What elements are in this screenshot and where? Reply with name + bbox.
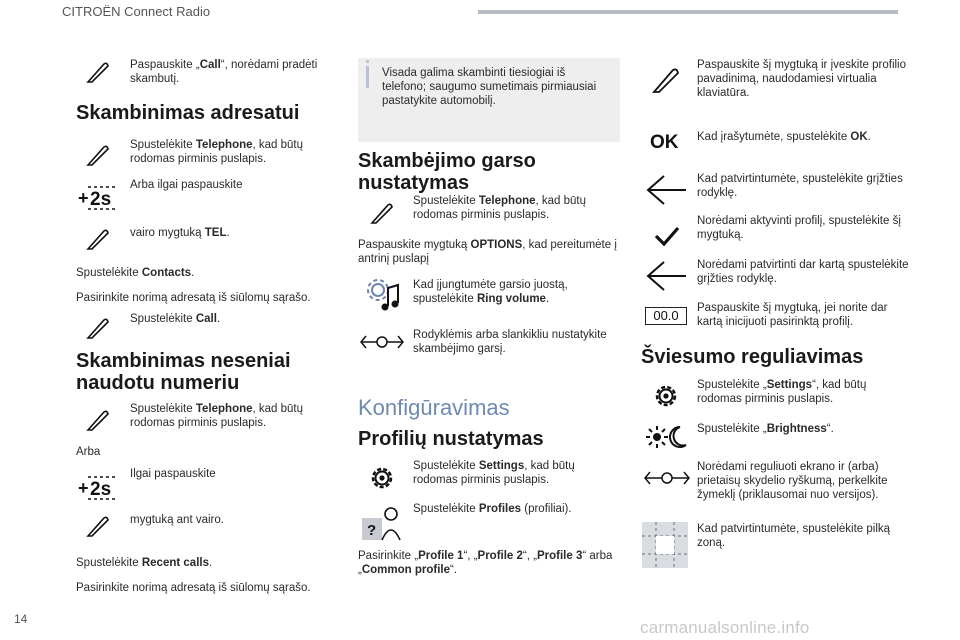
text-a3: vairo mygtuką TEL. — [130, 227, 230, 239]
text-c1: Spustelėkite Telephone, kad būtų rodomas pirminis puslapis. — [413, 195, 587, 221]
svg-text:+: + — [78, 188, 89, 208]
slider-icon — [644, 468, 690, 488]
pencil-icon — [86, 408, 110, 432]
pencil-icon — [86, 514, 110, 538]
text-e4: Norėdami aktyvinti profilį, spustelėkite šį mygtuką. — [697, 215, 901, 241]
pencil-icon — [86, 316, 110, 340]
text-c4: Rodyklėmis arba slankikliu nustatykite skambėjimo garsį. — [413, 329, 607, 355]
text-d1: Spustelėkite Settings, kad būtų rodomas pirminis puslapis. — [413, 460, 575, 486]
text-e2: Kad įrašytumėte, spustelėkite OK. — [697, 131, 871, 143]
text-f1: Spustelėkite „Settings“, kad būtų rodomas pirminis puslapis. — [697, 379, 867, 405]
reset-label: 00.0 — [653, 308, 679, 323]
steering-2s-label: 2s — [90, 189, 112, 210]
text-a6: Spustelėkite Call. — [130, 313, 221, 325]
text-a2: Arba ilgai paspauskite — [130, 179, 243, 191]
ok-icon: OK — [650, 132, 679, 153]
pencil-icon — [86, 143, 110, 167]
heading-konfiguravimas: Konfigūravimas — [358, 395, 510, 420]
text-b6: Pasirinkite norimą adresatą iš siūlomų sąrašo. — [76, 582, 311, 594]
settings-gear-icon — [368, 464, 396, 492]
text-c2: Paspauskite mygtuką OPTIONS, kad pereitumėte į antrinį puslapį — [358, 239, 617, 265]
steering-2s-label: 2s — [90, 479, 112, 500]
back-arrow-icon — [646, 260, 688, 292]
text-f2: Spustelėkite „Brightness“. — [697, 423, 834, 435]
text-d3: Pasirinkite „Profile 1“, „Profile 2“, „Profile 3“ arba „Common profile“. — [358, 550, 613, 576]
brightness-icon — [646, 424, 688, 450]
text-e5: Norėdami patvirtinti dar kartą spustelėkite grįžties rodyklę. — [697, 259, 909, 285]
info-note-text: Visada galima skambinti tiesiogiai iš telefono; saugumo sumetimais pirmiausiai pastatykite automobilį. — [382, 67, 597, 107]
watermark: carmanualsonline.info — [640, 618, 810, 637]
pencil-icon — [652, 66, 680, 94]
checkmark-icon — [654, 226, 680, 246]
intro-text: Paspauskite „Call“, norėdami pradėti skambutį. — [130, 59, 318, 85]
grey-zone-icon — [642, 522, 688, 568]
text-c3: Kad įjungtumėte garsio juostą, spustelėkite Ring volume. — [413, 279, 568, 305]
page-number: 14 — [14, 612, 28, 626]
heading-neseniai: Skambinimas neseniai naudotu numeriu — [76, 350, 291, 394]
info-icon — [366, 60, 369, 63]
heading-profiliu: Profilių nustatymas — [358, 428, 544, 450]
svg-text:?: ? — [367, 522, 377, 539]
settings-gear-icon — [652, 382, 680, 410]
heading-sviesumo: Šviesumo reguliavimas — [641, 346, 864, 368]
text-a4: Spustelėkite Contacts. — [76, 267, 195, 279]
pencil-icon — [86, 227, 110, 251]
text-a1: Spustelėkite Telephone, kad būtų rodomas pirminis puslapis. — [130, 139, 304, 165]
text-b5: Spustelėkite Recent calls. — [76, 557, 213, 569]
header-title: CITROËN Connect Radio — [62, 4, 211, 19]
text-f4: Kad patvirtintumėte, spustelėkite pilką zoną. — [697, 523, 891, 549]
steering-2s-icon — [78, 185, 124, 211]
pencil-icon — [86, 60, 110, 84]
heading-adresatui: Skambinimas adresatui — [76, 102, 300, 124]
text-b3: Ilgai paspauskite — [130, 468, 216, 480]
text-f3: Norėdami reguliuoti ekrano ir (arba) prietaisų skydelio ryškumą, perkelkite žymeklį (priklausomai nuo versijos). — [697, 461, 888, 501]
text-a5: Pasirinkite norimą adresatą iš siūlomų sąrašo. — [76, 292, 311, 304]
text-b4: mygtuką ant vairo. — [130, 514, 224, 526]
text-e6: Paspauskite šį mygtuką, jei norite dar kartą inicijuoti pasirinktą profilį. — [697, 302, 888, 328]
text-e3: Kad patvirtintumėte, spustelėkite grįžties rodyklę. — [697, 173, 903, 199]
pencil-icon — [370, 201, 394, 225]
reset-icon — [645, 307, 687, 325]
svg-text:+: + — [78, 478, 89, 498]
text-d2: Spustelėkite Profiles (profiliai). — [413, 503, 572, 515]
heading-garso: Skambėjimo garso nustatymas — [358, 150, 536, 194]
slider-icon — [360, 332, 404, 352]
ring-volume-icon — [366, 278, 402, 314]
text-b2: Arba — [76, 446, 101, 458]
back-arrow-icon — [646, 174, 688, 206]
steering-2s-icon — [78, 475, 124, 501]
header-bar — [478, 10, 898, 14]
info-note — [358, 58, 620, 142]
text-b1: Spustelėkite Telephone, kad būtų rodomas pirminis puslapis. — [130, 403, 304, 429]
info-bar — [366, 66, 369, 88]
profile-icon — [362, 506, 406, 542]
text-e1: Paspauskite šį mygtuką ir įveskite profilio pavadinimą, naudodamiesi virtualia klaviatūra. — [697, 59, 906, 99]
